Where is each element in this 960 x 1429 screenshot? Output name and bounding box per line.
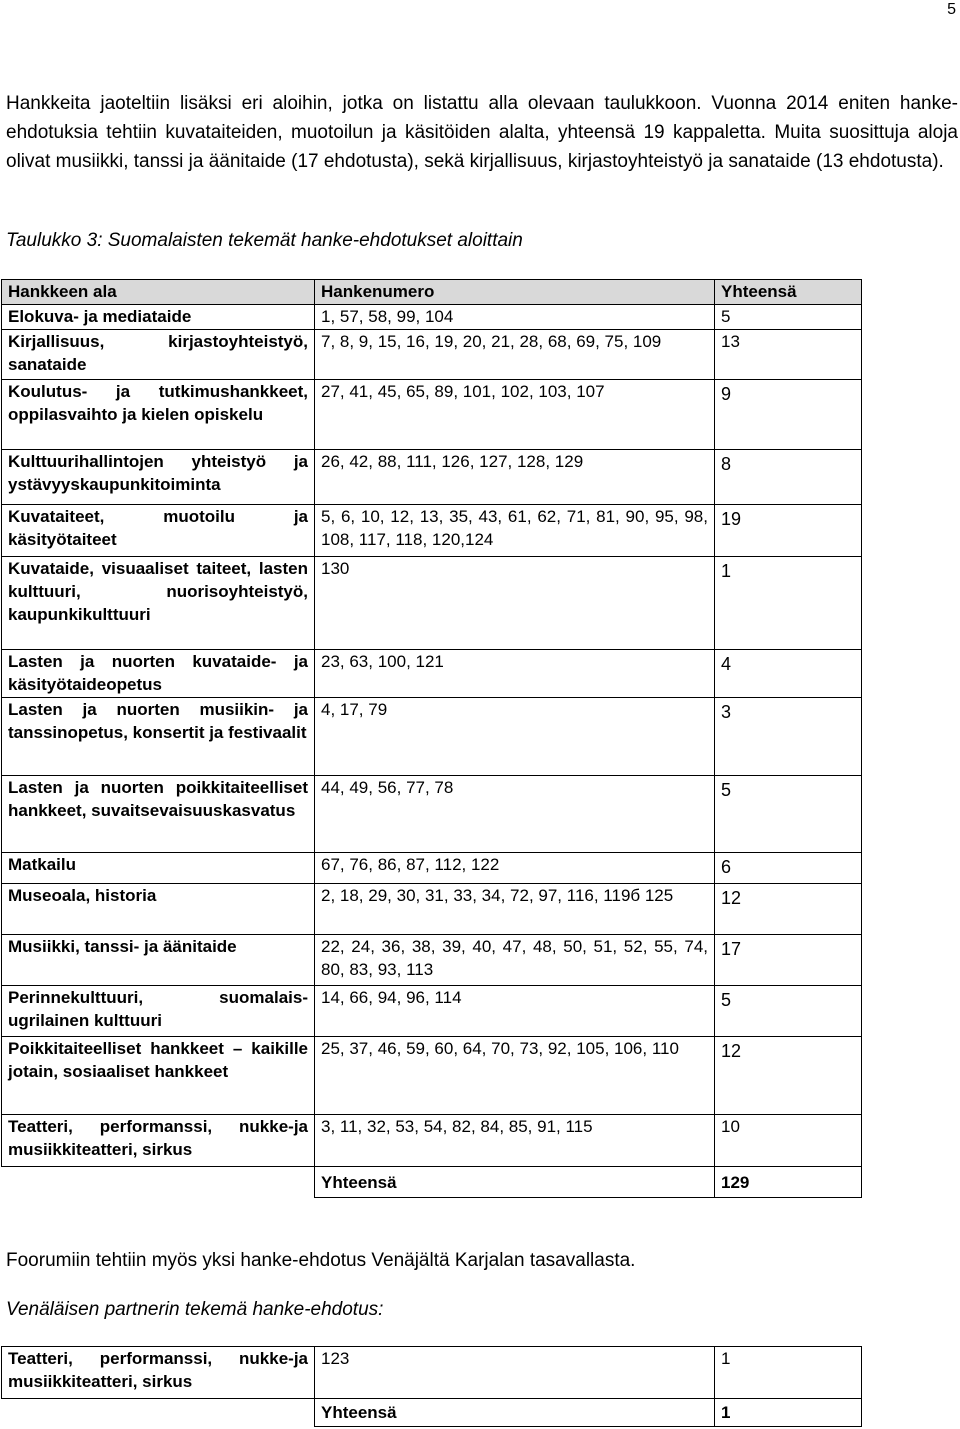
hankkeen-ala-cell: Perinnekulttuuri, suomalais-ugrilainen kulttuuri xyxy=(2,986,315,1037)
hankkeen-ala-cell: Koulutus- ja tutkimushankkeet, oppilasvaihto ja kielen opiskelu xyxy=(2,380,315,450)
hankkeen-ala-cell: Lasten ja nuorten poikkitaiteelliset hankkeet, suvaitsevaisuuskasvatus xyxy=(2,776,315,853)
table3-row xyxy=(2,650,862,698)
hankenumero-cell: 67, 76, 86, 87, 112, 122 xyxy=(315,853,715,884)
table4-total-row xyxy=(2,1399,862,1427)
table3-row xyxy=(2,450,862,505)
note-paragraph: Foorumiin tehtiin myös yksi hanke-ehdotus Venäjältä Karjalan tasavallasta. xyxy=(6,1250,636,1271)
table4-caption: Venäläisen partnerin tekemä hanke-ehdotus: xyxy=(6,1299,384,1320)
hankkeen-ala-cell: Lasten ja nuorten kuvataide- ja käsityötaideopetus xyxy=(2,650,315,698)
table4-total-label: Yhteensä xyxy=(315,1399,715,1427)
hankkeen-ala-cell: Matkailu xyxy=(2,853,315,884)
yhteensa-cell: 1 xyxy=(715,557,862,650)
table4-row xyxy=(2,1347,862,1399)
header-hankenumero: Hankenumero xyxy=(315,280,715,305)
header-yhteensa: Yhteensä xyxy=(715,280,862,305)
yhteensa-cell: 12 xyxy=(715,1037,862,1115)
table3-row xyxy=(2,330,862,380)
hankenumero-cell: 2, 18, 29, 30, 31, 33, 34, 72, 97, 116, 119б 125 xyxy=(315,884,715,935)
table4-total-blank xyxy=(2,1399,315,1427)
yhteensa-cell: 9 xyxy=(715,380,862,450)
hankenumero-cell: 3, 11, 32, 53, 54, 82, 84, 85, 91, 115 xyxy=(315,1115,715,1167)
header-hankkeen-ala: Hankkeen ala xyxy=(2,280,315,305)
table4-total-value: 1 xyxy=(715,1399,862,1427)
table3-row xyxy=(2,505,862,557)
table3-row xyxy=(2,380,862,450)
hankenumero-cell: 14, 66, 94, 96, 114 xyxy=(315,986,715,1037)
table3 xyxy=(1,279,862,1198)
table3-total-value: 129 xyxy=(715,1167,862,1198)
yhteensa-cell: 5 xyxy=(715,986,862,1037)
table3-row xyxy=(2,776,862,853)
hankkeen-ala-cell: Lasten ja nuorten musiikin- ja tanssinopetus, konsertit ja festivaalit xyxy=(2,698,315,776)
yhteensa-cell: 19 xyxy=(715,505,862,557)
table4 xyxy=(1,1346,862,1427)
hankenumero-cell: 130 xyxy=(315,557,715,650)
hankenumero-cell: 25, 37, 46, 59, 60, 64, 70, 73, 92, 105, 106, 110 xyxy=(315,1037,715,1115)
table3-row xyxy=(2,853,862,884)
hankenumero-cell: 27, 41, 45, 65, 89, 101, 102, 103, 107 xyxy=(315,380,715,450)
hankenumero-cell: 7, 8, 9, 15, 16, 19, 20, 21, 28, 68, 69, 75, 109 xyxy=(315,330,715,380)
intro-paragraph: Hankkeita jaoteltiin lisäksi eri aloihin, jotka on listattu alla olevaan taulukkoon. Vuonna 2014 eniten hanke-ehdotuksia tehtiin kuvataiteiden, muotoilun ja käsitöiden alalta, yhteensä 19 kappaletta. Muita suosittuja aloja olivat musiikki, tanssi ja äänitaide (17 ehdotusta), sekä kirjallisuus, kirjastoyhteistyö ja sanataide (13 ehdotusta). xyxy=(6,93,958,172)
table3-total-row xyxy=(2,1167,862,1198)
yhteensa-cell: 5 xyxy=(715,305,862,330)
hankkeen-ala-cell: Teatteri, performanssi, nukke-ja musiikkiteatteri, sirkus xyxy=(2,1115,315,1167)
yhteensa-cell: 6 xyxy=(715,853,862,884)
hankenumero-cell: 23, 63, 100, 121 xyxy=(315,650,715,698)
hankkeen-ala-cell: Elokuva- ja mediataide xyxy=(2,305,315,330)
hankkeen-ala-cell: Kuvataide, visuaaliset taiteet, lasten kulttuuri, nuorisoyhteistyö, kaupunkikulttuuri xyxy=(2,557,315,650)
hankkeen-ala-cell: Museoala, historia xyxy=(2,884,315,935)
table3-row xyxy=(2,698,862,776)
hankenumero-cell: 26, 42, 88, 111, 126, 127, 128, 129 xyxy=(315,450,715,505)
hankenumero-cell: 1, 57, 58, 99, 104 xyxy=(315,305,715,330)
hankkeen-ala-cell: Kuvataiteet, muotoilu ja käsityötaiteet xyxy=(2,505,315,557)
yhteensa-cell: 10 xyxy=(715,1115,862,1167)
table3-row xyxy=(2,884,862,935)
hankenumero-cell: 123 xyxy=(315,1347,715,1399)
yhteensa-cell: 4 xyxy=(715,650,862,698)
hankenumero-cell: 44, 49, 56, 77, 78 xyxy=(315,776,715,853)
hankkeen-ala-cell: Kirjallisuus, kirjastoyhteistyö, sanataide xyxy=(2,330,315,380)
yhteensa-cell: 5 xyxy=(715,776,862,853)
table3-caption: Taulukko 3: Suomalaisten tekemät hanke-ehdotukset aloittain xyxy=(6,230,523,251)
hankkeen-ala-cell: Teatteri, performanssi, nukke-ja musiikkiteatteri, sirkus xyxy=(2,1347,315,1399)
yhteensa-cell: 3 xyxy=(715,698,862,776)
hankenumero-cell: 5, 6, 10, 12, 13, 35, 43, 61, 62, 71, 81, 90, 95, 98, 108, 117, 118, 120,124 xyxy=(315,505,715,557)
hankkeen-ala-cell: Musiikki, tanssi- ja äänitaide xyxy=(2,935,315,986)
table3-row xyxy=(2,1037,862,1115)
yhteensa-cell: 17 xyxy=(715,935,862,986)
table3-row xyxy=(2,986,862,1037)
table3-total-blank xyxy=(2,1167,315,1198)
hankkeen-ala-cell: Kulttuurihallintojen yhteistyö ja ystävyyskaupunkitoiminta xyxy=(2,450,315,505)
table3-header-row xyxy=(2,280,862,305)
yhteensa-cell: 13 xyxy=(715,330,862,380)
hankenumero-cell: 4, 17, 79 xyxy=(315,698,715,776)
yhteensa-cell: 1 xyxy=(715,1347,862,1399)
table3-row xyxy=(2,305,862,330)
page-number: 5 xyxy=(947,1,956,18)
table3-row xyxy=(2,935,862,986)
hankenumero-cell: 22, 24, 36, 38, 39, 40, 47, 48, 50, 51, 52, 55, 74, 80, 83, 93, 113 xyxy=(315,935,715,986)
yhteensa-cell: 12 xyxy=(715,884,862,935)
hankkeen-ala-cell: Poikkitaiteelliset hankkeet – kaikille jotain, sosiaaliset hankkeet xyxy=(2,1037,315,1115)
table3-row xyxy=(2,557,862,650)
yhteensa-cell: 8 xyxy=(715,450,862,505)
table3-row xyxy=(2,1115,862,1167)
table3-total-label: Yhteensä xyxy=(315,1167,715,1198)
